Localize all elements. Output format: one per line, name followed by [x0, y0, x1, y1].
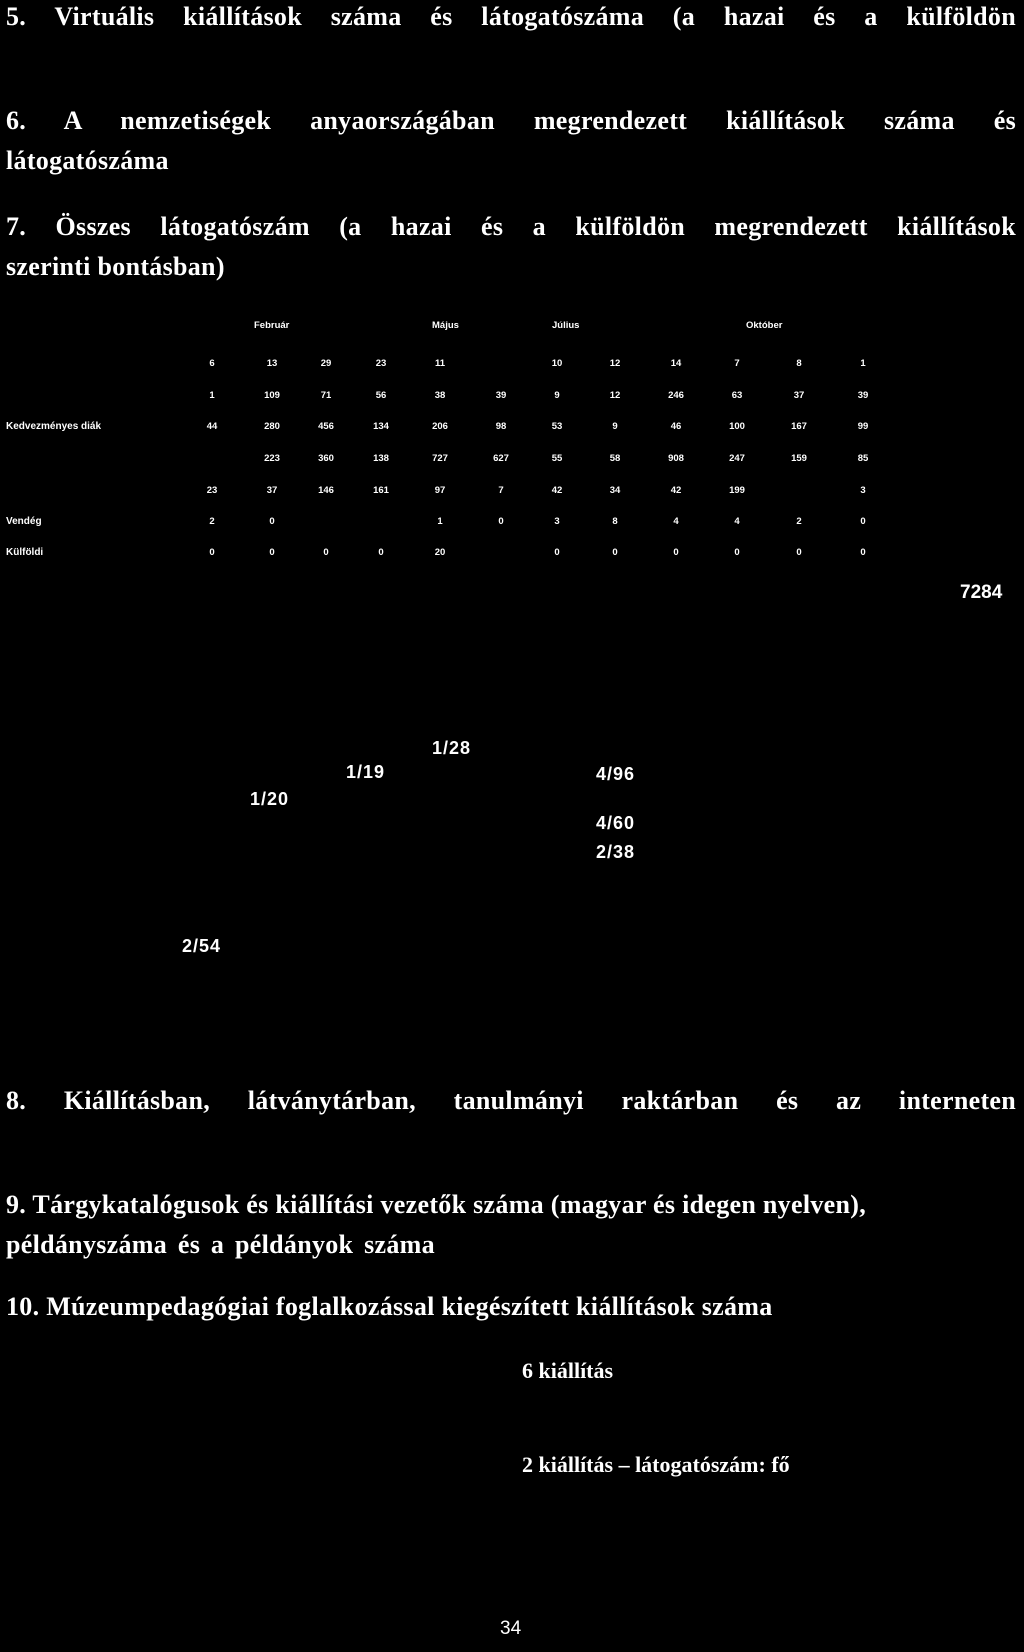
table-cell: 53 — [551, 421, 563, 432]
fraction-1-20: 1/20 — [250, 789, 290, 809]
table-cell: 46 — [670, 421, 682, 432]
table-cell: 3 — [554, 516, 560, 527]
table-cell: 0 — [554, 547, 560, 558]
table-cell: 39 — [495, 390, 507, 401]
table-cell: 85 — [857, 453, 869, 464]
heading-6-line1: 6. A nemzetiségek anyaországában megrendezett kiállítások száma és — [6, 106, 1016, 135]
heading-8: 8. Kiállításban, látványtárban, tanulmányi raktárban és az interneten — [6, 1086, 1016, 1115]
table-cell: 42 — [551, 485, 563, 496]
fraction-2-54: 2/54 — [182, 936, 222, 956]
table-cell: 37 — [266, 485, 278, 496]
table-cell: 37 — [793, 390, 805, 401]
table-cell: 1 — [860, 358, 866, 369]
table-cell: 109 — [264, 390, 280, 401]
table-cell: 456 — [318, 421, 334, 432]
table-cell: 199 — [729, 485, 745, 496]
table-cell: 56 — [375, 390, 387, 401]
heading-5: 5. Virtuális kiállítások száma és látogatószáma (a hazai és a külföldön — [6, 2, 1016, 31]
table-cell: 0 — [269, 516, 275, 527]
table-cell: 55 — [551, 453, 563, 464]
month-header-oktober: Október — [746, 320, 783, 331]
table-cell: 223 — [264, 453, 280, 464]
section10-line1: 6 kiállítás — [522, 1358, 614, 1383]
table-cell: 9 — [554, 390, 560, 401]
table-cell: 206 — [432, 421, 448, 432]
heading-7-line1: 7. Összes látogatószám (a hazai és a külföldön megrendezett kiállítások — [6, 212, 1016, 241]
table-cell: 63 — [731, 390, 743, 401]
table-cell: 0 — [378, 547, 384, 558]
page-number: 34 — [500, 1618, 522, 1639]
month-header-februar: Február — [254, 320, 290, 331]
fraction-4-60: 4/60 — [596, 813, 636, 833]
table-cell: 8 — [612, 516, 618, 527]
heading-9-line2: példányszáma és a példányok száma — [6, 1230, 435, 1259]
table-cell: 8 — [796, 358, 802, 369]
table-cell: 23 — [206, 485, 218, 496]
table-cell: 2 — [796, 516, 802, 527]
fraction-2-38: 2/38 — [596, 842, 636, 862]
table-cell: 10 — [551, 358, 563, 369]
table-cell: 134 — [373, 421, 389, 432]
fraction-1-19: 1/19 — [346, 762, 386, 782]
table-cell: 20 — [434, 547, 446, 558]
table-cell: 1 — [437, 516, 443, 527]
table-cell: 146 — [318, 485, 334, 496]
table-cell: 167 — [791, 421, 807, 432]
table-row-label: Külföldi — [6, 547, 44, 558]
table-row-label: Kedvezményes diák — [6, 421, 102, 432]
table-cell: 97 — [434, 485, 446, 496]
heading-9-line1: 9. Tárgykatalógusok és kiállítási vezetők száma (magyar és idegen nyelven), — [6, 1190, 867, 1219]
table-cell: 6 — [209, 358, 215, 369]
table-cell: 360 — [318, 453, 334, 464]
table-total: 7284 — [960, 582, 1003, 603]
heading-7-line2: szerinti bontásban) — [6, 252, 225, 281]
table-cell: 98 — [495, 421, 507, 432]
table-cell: 0 — [673, 547, 679, 558]
table-cell: 39 — [857, 390, 869, 401]
table-cell: 0 — [209, 547, 215, 558]
table-cell: 246 — [668, 390, 684, 401]
table-cell: 138 — [373, 453, 389, 464]
section10-line2: 2 kiállítás – látogatószám: fő — [522, 1452, 790, 1477]
table-cell: 161 — [373, 485, 389, 496]
table-cell: 23 — [375, 358, 387, 369]
table-cell: 0 — [323, 547, 329, 558]
table-cell: 44 — [206, 421, 218, 432]
table-cell: 9 — [612, 421, 618, 432]
table-cell: 12 — [609, 390, 621, 401]
table-row-label: Vendég — [6, 516, 42, 527]
table-cell: 4 — [734, 516, 740, 527]
table-cell: 627 — [493, 453, 509, 464]
table-cell: 38 — [434, 390, 446, 401]
fraction-4-96: 4/96 — [596, 764, 636, 784]
table-cell: 0 — [612, 547, 618, 558]
table-cell: 100 — [729, 421, 745, 432]
table-cell: 0 — [734, 547, 740, 558]
table-cell: 42 — [670, 485, 682, 496]
table-cell: 58 — [609, 453, 621, 464]
table-cell: 0 — [498, 516, 504, 527]
table-cell: 2 — [209, 516, 215, 527]
table-cell: 34 — [609, 485, 621, 496]
table-cell: 13 — [266, 358, 278, 369]
month-header-majus: Május — [432, 320, 459, 331]
table-cell: 71 — [320, 390, 332, 401]
table-cell: 0 — [269, 547, 275, 558]
table-cell: 0 — [796, 547, 802, 558]
heading-6-line2: látogatószáma — [6, 146, 169, 175]
table-cell: 247 — [729, 453, 745, 464]
table-cell: 3 — [860, 485, 866, 496]
table-cell: 159 — [791, 453, 807, 464]
heading-10: 10. Múzeumpedagógiai foglalkozással kiegészített kiállítások száma — [6, 1292, 773, 1321]
table-cell: 727 — [432, 453, 448, 464]
table-cell: 7 — [734, 358, 740, 369]
table-cell: 280 — [264, 421, 280, 432]
table-cell: 14 — [670, 358, 682, 369]
table-cell: 11 — [434, 358, 446, 369]
table-cell: 1 — [209, 390, 215, 401]
fraction-1-28: 1/28 — [432, 738, 472, 758]
table-cell: 0 — [860, 547, 866, 558]
table-cell: 99 — [857, 421, 869, 432]
table-cell: 12 — [609, 358, 621, 369]
table-cell: 4 — [673, 516, 679, 527]
table-cell: 0 — [860, 516, 866, 527]
month-header-julius: Július — [552, 320, 580, 331]
table-cell: 7 — [498, 485, 504, 496]
table-cell: 908 — [668, 453, 684, 464]
table-cell: 29 — [320, 358, 332, 369]
